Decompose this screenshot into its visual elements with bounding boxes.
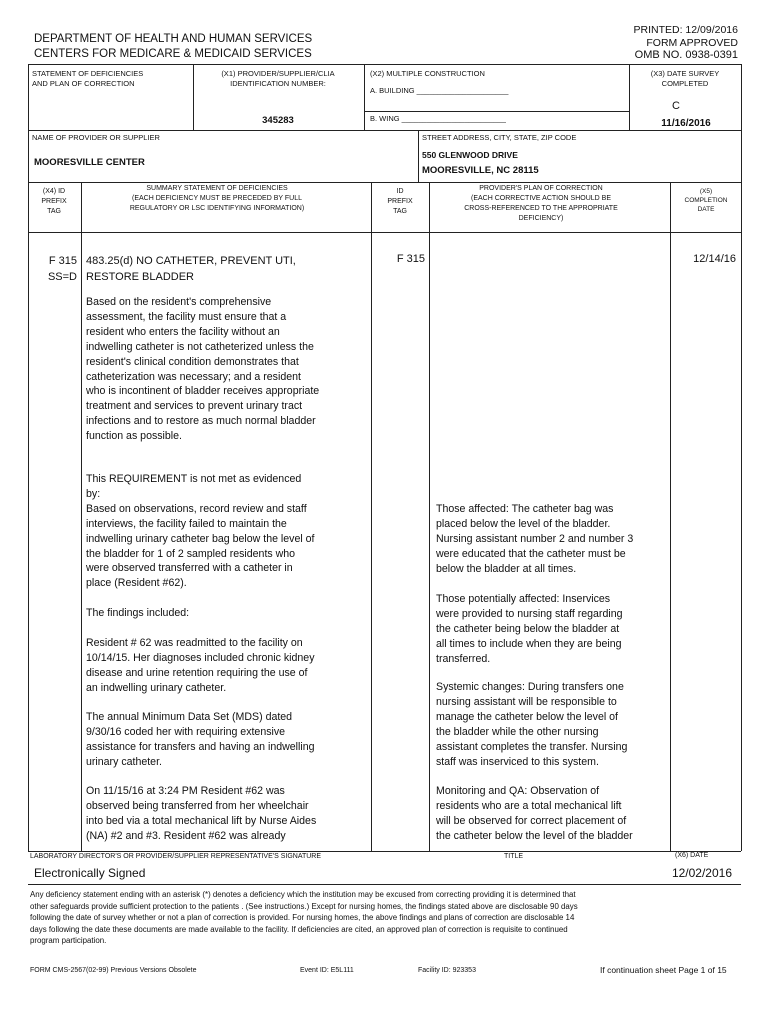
col-x5-line-3: DATE [697,206,715,213]
divider-address [418,130,419,182]
col-divider-4 [670,182,671,851]
form-info [634,24,738,62]
col-x5-header [672,187,740,214]
survey-date: 11/16/2016 [661,118,711,129]
title-line-1: 483.25(d) NO CATHETER, PREVENT UTI, [86,255,296,267]
col-plan-line-2: (EACH CORRECTIVE ACTION SHOULD BE [470,195,612,202]
col-x5-line-1: (X5) [699,188,713,195]
facility-id: Facility ID: 923353 [418,967,476,974]
provider-bottom [28,182,741,183]
address-line-2: MOORESVILLE, NC 28115 [422,165,539,176]
title-label: TITLE [504,853,524,860]
col-id-line-3: TAG [393,208,407,215]
x3-label [630,69,740,89]
col-x4-line-2: PREFIX [41,198,67,205]
mds-finding: The annual Minimum Data Set (MDS) dated 9/30/16 coded her with requiring extensive assistance for transfers and having an indwelling urinary catheter. [86,711,315,768]
requirement-not-met: This REQUIREMENT is not met as evidenced by: Based on observations, record review and staff interviews, the facility failed to maintain the indwelling urinary catheter bag below the level of the bladder for 1 of 2 sampled residents who were observed transferred with a catheter in place (Resident #62). [86,473,315,590]
deficiency-title [86,253,296,285]
col-summary-line-2: (EACH DEFICIENCY MUST BE PRECEDED BY FULL [132,195,302,202]
title-line-2: RESTORE BLADDER [86,271,194,283]
plan-tag: F 315 [396,253,425,265]
scope-severity: SS=D [47,271,77,283]
plan-monitoring-qa: Monitoring and QA: Observation of residents who are a total mechanical lift will be observed for correct placement of the catheter below the level of the bladder [436,785,633,842]
plan-systemic-changes: Systemic changes: During transfers one nursing assistant will be responsible to manage the catheter below the level of the bladder while the other nursing assistant completes the transfer. Nursing staff was inserviced to this system. [436,681,628,768]
form-approved: FORM APPROVED [646,36,738,49]
x1-label-line-2: IDENTIFICATION NUMBER: [230,79,326,88]
provider-name-label: NAME OF PROVIDER OR SUPPLIER [32,133,160,142]
col-divider-3 [429,182,430,851]
plan-potentially-affected: Those potentially affected: Inservices were provided to nursing staff regarding the catheter being below the bladder at all times to include when they are being transferred. [436,593,623,665]
col-divider-1 [81,182,82,851]
top-border [28,64,741,65]
statement-bottom [28,130,741,131]
x1-label-line-1: (X1) PROVIDER/SUPPLIER/CLIA [221,69,335,78]
left-tag: F 315 [48,255,77,267]
provider-name: MOORESVILLE CENTER [34,157,145,168]
col-x5-line-2: COMPLETION [684,197,728,204]
x2-wing: B. WING _________________________ [370,114,506,123]
address-label: STREET ADDRESS, CITY, STATE, ZIP CODE [422,133,577,142]
form-id: FORM CMS-2567(02-99) Previous Versions Obsolete [30,967,197,974]
col-id-line-1: ID [396,188,404,195]
col-id-header [372,187,428,217]
statement-label-line-2: AND PLAN OF CORRECTION [32,79,135,88]
col-x4-line-1: (X4) ID [42,188,66,195]
plan-those-affected: Those affected: The catheter bag was placed below the level of the bladder. Nursing assistant number 2 and number 3 were educated that the catheter must be below the bladder at all times. [436,503,634,575]
x1-label [194,69,362,89]
completion-date: 12/14/16 [693,253,736,265]
col-summary-line-3: REGULATORY OR LSC IDENTIFYING INFORMATION) [129,205,305,212]
frame-right [741,64,742,851]
statement-label-line-1: STATEMENT OF DEFICIENCIES [32,69,144,78]
signature-date: 12/02/2016 [671,866,732,880]
findings-intro: The findings included: [86,607,190,619]
printed-date: PRINTED: 12/09/2016 [633,24,738,36]
x2-label: (X2) MULTIPLE CONSTRUCTION [370,69,485,78]
divider-x2 [364,64,365,130]
col-plan-line-3: CROSS-REFERENCED TO THE APPROPRIATE [464,205,618,212]
column-header-bottom [28,232,741,233]
department-title [34,32,312,62]
address-line-1: 550 GLENWOOD DRIVE [422,150,518,160]
col-plan-header [432,184,650,224]
x2-building: A. BUILDING ______________________ [370,86,509,95]
col-plan-line-1: PROVIDER'S PLAN OF CORRECTION [479,185,603,192]
x3-label-line-1: (X3) DATE SURVEY [650,69,720,78]
event-id: Event ID: E5L111 [300,967,354,974]
survey-code: C [672,100,680,112]
regulation-text: Based on the resident's comprehensive assessment, the facility must ensure that a resident who enters the facility without an indwelling catheter is not catheterized unless the resident's clinical condition demonstrates that catheterization was necessary; and a resident who is incontinent of bladder receives appropriate treatment and services to prevent urinary tract infections and to restore as much normal bladder function as possible. [86,296,320,443]
disclaimer: Any deficiency statement ending with an asterisk (*) denotes a deficiency which the institution may be excused from correcting providing it is determined that other safeguards provide sufficient protection to the patients . (See instructions.) Except for nursing homes, the findings stated above are disclosable 90 days following the date of survey whether or not a plan of correction is provided. For nursing homes, the above findings and plans of correction are disclosable 14 days following the date these documents are made available to the facility. If deficiencies are cited, an approved plan of correction is requisite to continued program participation. [30,890,578,946]
date-label: (X6) DATE [675,852,709,859]
signature-value: Electronically Signed [34,866,146,880]
observation-finding: On 11/15/16 at 3:24 PM Resident #62 was observed being transferred from her wheelchair into bed via a total mechanical lift by Nurse Aides (NA) #2 and #3. Resident #62 was already [86,785,317,842]
col-divider-2 [371,182,372,851]
col-summary-line-1: SUMMARY STATEMENT OF DEFICIENCIES [146,185,288,192]
col-id-line-2: PREFIX [387,198,413,205]
col-plan-line-4: DEFICIENCY) [518,215,564,222]
x2-divider [364,111,629,112]
department-line-2: CENTERS FOR MEDICARE & MEDICAID SERVICES [34,48,312,60]
signature-label: LABORATORY DIRECTOR'S OR PROVIDER/SUPPLIER REPRESENTATIVE'S SIGNATURE [30,853,322,860]
continuation-page: If continuation sheet Page 1 of 15 [600,965,727,975]
resident-history: Resident # 62 was readmitted to the facility on 10/14/15. Her diagnoses included chronic kidney disease and urine retention requiring the use of an indwelling urinary catheter. [86,637,315,694]
deficiency-tag [30,253,77,285]
department-line-1: DEPARTMENT OF HEALTH AND HUMAN SERVICES [34,33,313,45]
col-x4-line-3: TAG [47,208,61,215]
x3-label-line-2: COMPLETED [661,79,709,88]
signature-bottom [28,884,741,885]
col-summary-header [82,184,352,214]
statement-label [32,69,143,89]
omb-number: OMB NO. 0938-0391 [634,49,738,61]
col-x4-header [29,187,79,217]
provider-id-number: 345283 [262,115,294,126]
